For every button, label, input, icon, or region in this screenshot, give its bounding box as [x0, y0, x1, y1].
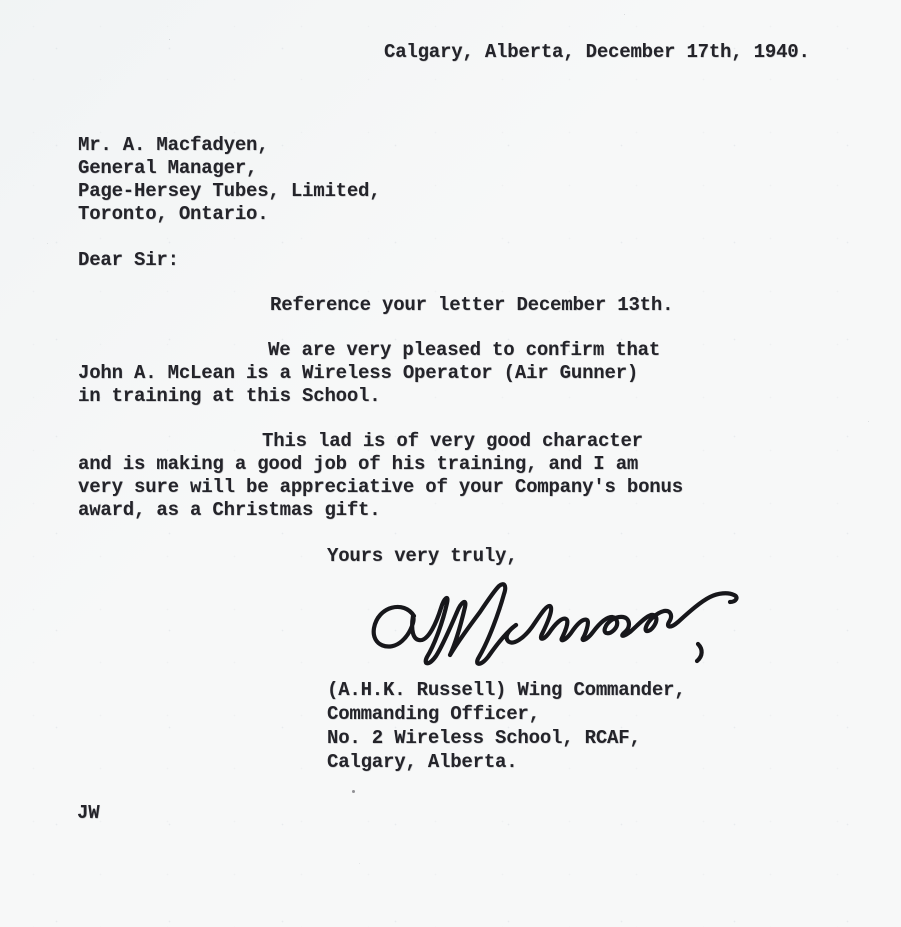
- signoff-title: Commanding Officer,: [327, 703, 540, 725]
- typist-initials: JW: [77, 802, 100, 824]
- paragraph-3-line-1: This lad is of very good character: [262, 430, 643, 452]
- closing-phrase: Yours very truly,: [327, 545, 518, 567]
- signoff-name-rank: (A.H.K. Russell) Wing Commander,: [327, 679, 686, 701]
- recipient-name: Mr. A. Macfadyen,: [78, 134, 269, 156]
- paragraph-3-line-2: and is making a good job of his training, and I am: [78, 453, 639, 475]
- signoff-unit: No. 2 Wireless School, RCAF,: [327, 727, 641, 749]
- dateline: Calgary, Alberta, December 17th, 1940.: [384, 41, 810, 63]
- recipient-title: General Manager,: [78, 157, 258, 179]
- paragraph-2-line-3: in training at this School.: [78, 385, 381, 407]
- salutation: Dear Sir:: [78, 249, 179, 271]
- paragraph-2-line-2: John A. McLean is a Wireless Operator (Air Gunner): [78, 362, 639, 384]
- paragraph-3-line-3: very sure will be appreciative of your Company's bonus: [78, 476, 683, 498]
- paragraph-1-line-1: Reference your letter December 13th.: [270, 294, 674, 316]
- paragraph-3-line-4: award, as a Christmas gift.: [78, 499, 381, 521]
- handwritten-signature: [332, 572, 762, 672]
- recipient-city: Toronto, Ontario.: [78, 203, 269, 225]
- recipient-company: Page-Hersey Tubes, Limited,: [78, 180, 381, 202]
- paragraph-2-line-1: We are very pleased to confirm that: [268, 339, 661, 361]
- signoff-location: Calgary, Alberta.: [327, 751, 518, 773]
